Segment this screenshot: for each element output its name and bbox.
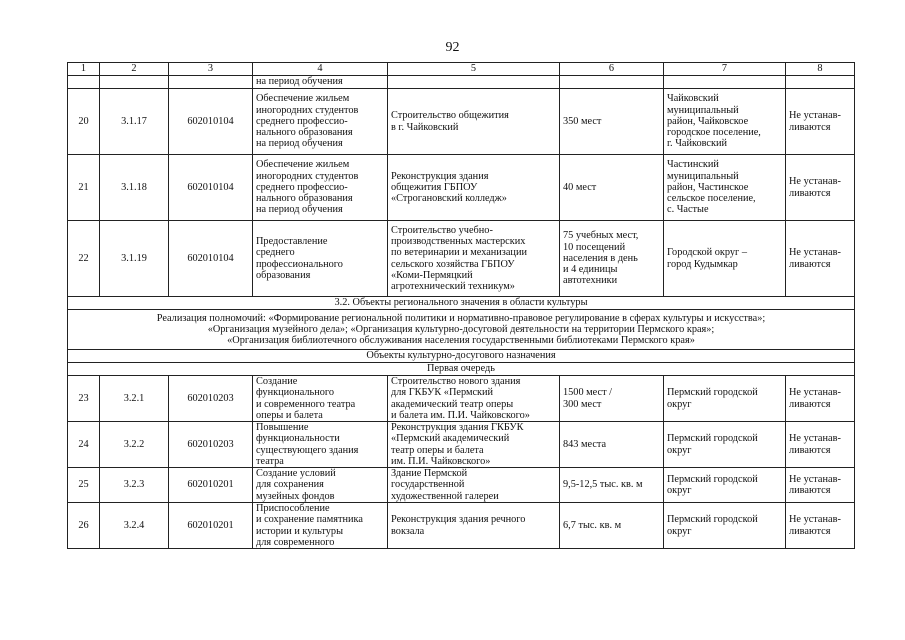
- cell-line: производственных мастерских: [391, 236, 526, 248]
- cell-line: Повышение: [256, 422, 309, 434]
- cell-line: Реконструкция здания: [391, 170, 489, 182]
- cell-line: в г. Чайковский: [391, 121, 459, 133]
- table-row: [68, 422, 855, 468]
- cell-line: округ: [667, 444, 692, 456]
- cell-line: Пермский городской: [667, 433, 758, 445]
- cell-line: среднего: [256, 247, 295, 259]
- row-location: [664, 422, 786, 468]
- queue-title: Первая очередь: [68, 363, 855, 376]
- cell-line: истории и культуры: [256, 525, 343, 537]
- row-object: [388, 376, 560, 422]
- header-cell: 4: [253, 63, 388, 76]
- row-object: [388, 155, 560, 221]
- row-code: 3.2.2: [100, 422, 169, 468]
- row-purpose: [253, 376, 388, 422]
- row-number: 22: [68, 221, 100, 297]
- cell-line: государственной: [391, 479, 465, 491]
- cell-line: на период обучения: [256, 138, 343, 150]
- row-location: [664, 503, 786, 549]
- row-kbk: 602010203: [169, 376, 253, 422]
- row-capacity: [560, 468, 664, 503]
- cell-line: Предоставление: [256, 236, 328, 248]
- header-cell: 3: [169, 63, 253, 76]
- cell-line: театр оперы и балета: [391, 444, 484, 456]
- cell-line: им. П.И. Чайковского»: [391, 455, 491, 467]
- row-number: 24: [68, 422, 100, 468]
- row-capacity: [560, 422, 664, 468]
- page-number: 92: [445, 40, 460, 55]
- row-purpose: [253, 89, 388, 155]
- row-code: 3.2.4: [100, 503, 169, 549]
- table-row: [68, 503, 855, 549]
- cell-line: 6,7 тыс. кв. м: [563, 519, 622, 531]
- table-row: [68, 221, 855, 297]
- row-code: 3.1.19: [100, 221, 169, 297]
- cell-line: Не устанав-: [789, 176, 841, 188]
- row-capacity: [560, 503, 664, 549]
- powers-line: Реализация полномочий: «Формирование региональной политики и нормативно-правовое регулирование в сферах культуры и искусства»;: [156, 312, 766, 324]
- cell-line: 75 учебных мест,: [563, 230, 639, 242]
- cell-line: Пермский городской: [667, 514, 758, 526]
- row-object: [388, 468, 560, 503]
- cell-line: Пермский городской: [667, 387, 758, 399]
- row-code: 3.2.3: [100, 468, 169, 503]
- cell-line: на период обучения: [256, 76, 343, 88]
- row-note: [786, 503, 855, 549]
- row-location: [664, 89, 786, 155]
- cell-line: Пермский городской: [667, 473, 758, 485]
- cell-line: район, Чайковское: [667, 115, 749, 127]
- cell-line: Городской округ –: [667, 247, 747, 259]
- cell-line: 9,5-12,5 тыс. кв. м: [563, 479, 643, 491]
- cell-line: городское поселение,: [667, 127, 761, 139]
- row-purpose: [253, 503, 388, 549]
- subsection-title: Объекты культурно-досугового назначения: [68, 350, 855, 363]
- cell-line: иногородних студентов: [256, 104, 359, 116]
- continuation-cell: [253, 76, 388, 89]
- cell-line: на период обучения: [256, 204, 343, 216]
- cell-line: ливаются: [789, 187, 831, 199]
- row-kbk: 602010104: [169, 89, 253, 155]
- cell-line: округ: [667, 398, 692, 410]
- powers-row: [68, 310, 855, 350]
- cell-line: и современного театра: [256, 398, 356, 410]
- header-cell: 7: [664, 63, 786, 76]
- cell-line: г. Чайковский: [667, 138, 728, 150]
- cell-line: существующего здания: [256, 444, 359, 456]
- header-row: [68, 63, 855, 76]
- cell-line: 40 мест: [563, 181, 597, 193]
- row-number: 21: [68, 155, 100, 221]
- cell-line: Строительство нового здания: [391, 376, 521, 388]
- cell-line: ливаются: [789, 258, 831, 270]
- cell-line: и балета им. П.И. Чайковского»: [391, 409, 530, 421]
- cell-line: Строительство общежития: [391, 110, 509, 122]
- cell-line: округ: [667, 485, 692, 496]
- table-row: [68, 468, 855, 503]
- cell-line: общежития ГБПОУ: [391, 181, 478, 193]
- row-note: [786, 468, 855, 503]
- row-capacity: [560, 155, 664, 221]
- row-number: 20: [68, 89, 100, 155]
- row-code: 3.1.17: [100, 89, 169, 155]
- row-number: 26: [68, 503, 100, 549]
- row-object: [388, 422, 560, 468]
- cell-line: нального образования: [256, 127, 353, 139]
- row-note: [786, 376, 855, 422]
- table-row: [68, 89, 855, 155]
- cell-line: музейных фондов: [256, 490, 335, 502]
- row-object: [388, 89, 560, 155]
- table-row: [68, 376, 855, 422]
- cell-line: Создание условий: [256, 468, 336, 480]
- row-code: 3.1.18: [100, 155, 169, 221]
- row-purpose: [253, 422, 388, 468]
- row-code: 3.2.1: [100, 376, 169, 422]
- queue-title-row: [68, 363, 855, 376]
- row-kbk: 602010203: [169, 422, 253, 468]
- row-purpose: [253, 155, 388, 221]
- row-location: [664, 155, 786, 221]
- cell-line: муниципальный: [667, 170, 739, 182]
- cell-line: Строительство учебно-: [391, 224, 493, 236]
- section-title-row: [68, 297, 855, 310]
- cell-line: профессионального: [256, 258, 343, 270]
- cell-line: Реконструкция здания речного: [391, 514, 526, 526]
- cell-line: Частинский: [667, 159, 719, 171]
- cell-line: «Строгановский колледж»: [391, 193, 507, 205]
- cell-line: Не устанав-: [789, 247, 841, 259]
- cell-line: город Кудымкар: [667, 258, 738, 270]
- cell-line: Обеспечение жильем: [256, 159, 350, 171]
- row-note: [786, 221, 855, 297]
- row-location: [664, 376, 786, 422]
- row-object: [388, 221, 560, 297]
- row-capacity: [560, 89, 664, 155]
- objects-table: [67, 62, 855, 549]
- cell-line: ливаются: [789, 398, 831, 410]
- cell-line: район, Частинское: [667, 181, 749, 193]
- cell-line: среднего профессио-: [256, 115, 348, 127]
- cell-line: муниципальный: [667, 104, 739, 116]
- row-number: 25: [68, 468, 100, 503]
- subsection-title-row: [68, 350, 855, 363]
- cell-line: 350 мест: [563, 115, 602, 127]
- cell-line: функциональности: [256, 433, 340, 445]
- cell-line: 10 посещений: [563, 241, 626, 253]
- cell-line: «Пермский академический: [391, 433, 510, 445]
- cell-line: округ: [667, 525, 692, 537]
- cell-line: сельского хозяйства ГБПОУ: [391, 258, 515, 270]
- row-purpose: [253, 221, 388, 297]
- cell-line: для сохранения: [256, 479, 324, 491]
- cell-line: автотехники: [563, 275, 618, 287]
- cell-line: среднего профессио-: [256, 181, 348, 193]
- header-cell: 6: [560, 63, 664, 76]
- row-location: [664, 468, 786, 503]
- powers-text: [68, 310, 855, 350]
- cell-line: академический театр оперы: [391, 398, 514, 410]
- row-kbk: 602010104: [169, 221, 253, 297]
- cell-line: Обеспечение жильем: [256, 93, 350, 105]
- cell-line: «Коми-Пермяцкий: [391, 269, 473, 281]
- cell-line: Создание: [256, 376, 298, 388]
- cell-line: по ветеринарии и механизации: [391, 247, 527, 259]
- continuation-row: [68, 76, 855, 89]
- cell-line: функционального: [256, 387, 335, 399]
- cell-line: Не устанав-: [789, 473, 841, 485]
- row-kbk: 602010201: [169, 468, 253, 503]
- cell-line: для современного: [256, 536, 335, 548]
- cell-line: Не устанав-: [789, 387, 841, 399]
- row-note: [786, 155, 855, 221]
- cell-line: нального образования: [256, 193, 353, 205]
- cell-line: Чайковский: [667, 93, 719, 105]
- cell-line: ливаются: [789, 121, 831, 133]
- cell-line: театра: [256, 455, 284, 467]
- header-cell: 2: [100, 63, 169, 76]
- cell-line: агротехнический техникум»: [391, 280, 515, 292]
- cell-line: 843 места: [563, 438, 607, 450]
- header-cell: 1: [68, 63, 100, 76]
- cell-line: и сохранение памятника: [256, 514, 363, 526]
- cell-line: для ГКБУК «Пермский: [391, 387, 494, 399]
- section-title: 3.2. Объекты регионального значения в области культуры: [68, 297, 855, 310]
- row-kbk: 602010201: [169, 503, 253, 549]
- row-purpose: [253, 468, 388, 503]
- cell-line: ливаются: [789, 525, 831, 537]
- cell-line: образования: [256, 269, 311, 281]
- row-location: [664, 221, 786, 297]
- cell-line: оперы и балета: [256, 409, 323, 421]
- cell-line: сельское поселение,: [667, 193, 756, 205]
- row-number: 23: [68, 376, 100, 422]
- row-note: [786, 89, 855, 155]
- cell-line: Приспособление: [256, 503, 330, 515]
- powers-line: «Организация музейного дела»; «Организация культурно-досуговой деятельности на территории Пермского края»;: [207, 323, 715, 335]
- header-cell: 8: [786, 63, 855, 76]
- row-note: [786, 422, 855, 468]
- cell-line: 1500 мест /: [563, 387, 613, 399]
- cell-line: Не устанав-: [789, 514, 841, 526]
- cell-line: художественной галереи: [391, 490, 499, 502]
- table-row: [68, 155, 855, 221]
- row-capacity: [560, 376, 664, 422]
- cell-line: иногородних студентов: [256, 170, 359, 182]
- cell-line: Реконструкция здания ГКБУК: [391, 422, 524, 434]
- cell-line: Не устанав-: [789, 433, 841, 445]
- cell-line: ливаются: [789, 485, 831, 496]
- powers-line: «Организация библиотечного обслуживания населения государственными библиотеками Пермского края»: [227, 335, 695, 347]
- row-object: [388, 503, 560, 549]
- row-kbk: 602010104: [169, 155, 253, 221]
- cell-line: Здание Пермской: [391, 468, 468, 480]
- cell-line: 300 мест: [563, 398, 602, 410]
- header-cell: 5: [388, 63, 560, 76]
- cell-line: и 4 единицы: [563, 264, 618, 276]
- cell-line: с. Частые: [667, 204, 709, 216]
- cell-line: Не устанав-: [789, 110, 841, 122]
- row-capacity: [560, 221, 664, 297]
- cell-line: ливаются: [789, 444, 831, 456]
- cell-line: вокзала: [391, 525, 425, 537]
- cell-line: населения в день: [563, 252, 638, 264]
